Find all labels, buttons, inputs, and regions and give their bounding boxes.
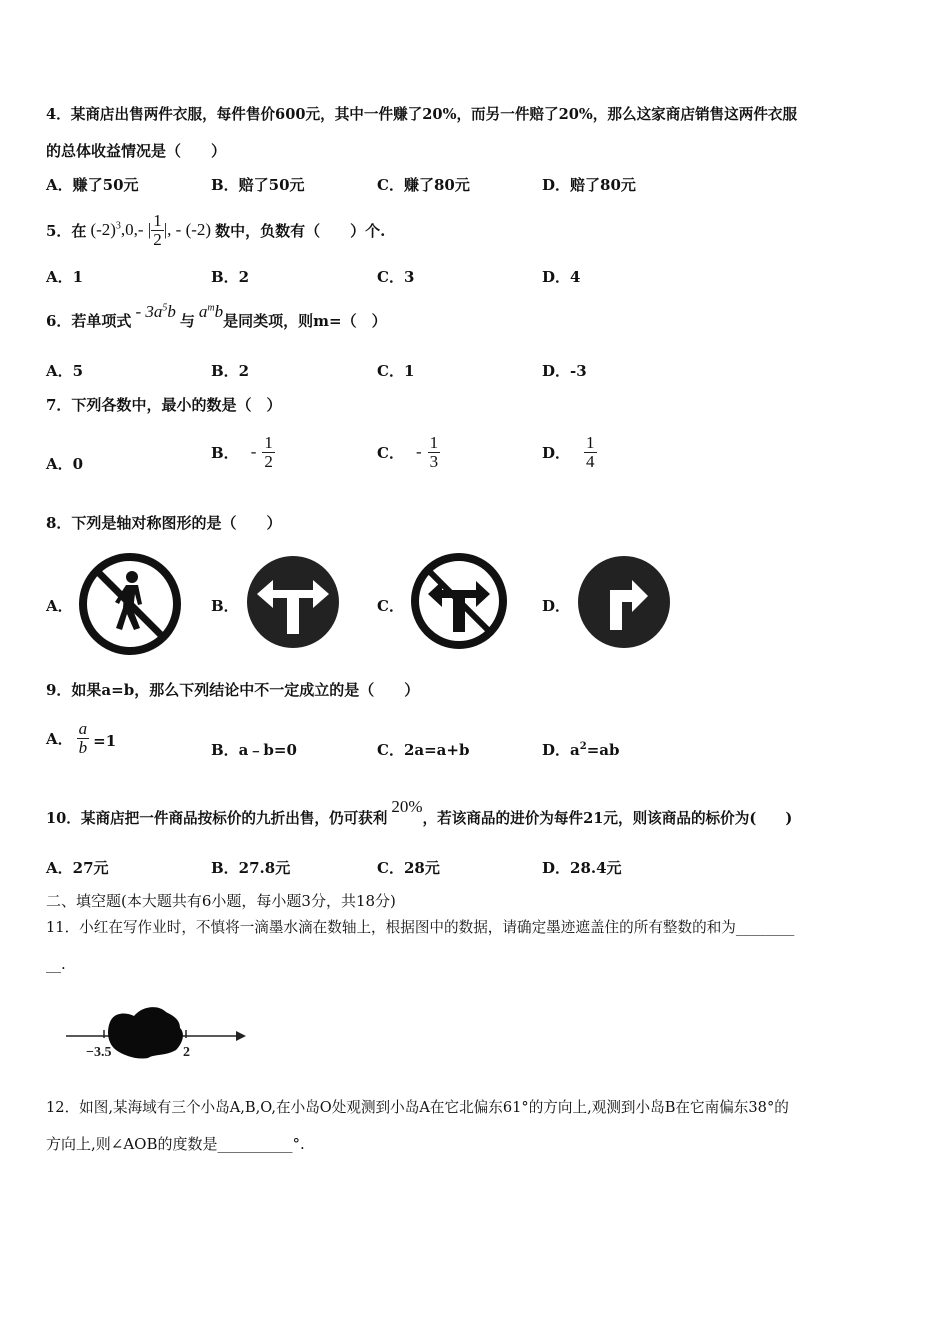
number-line-tick-left: −3.5 <box>86 1045 112 1060</box>
q6-prefix: 6．若单项式 <box>46 311 132 330</box>
q4-stem-line1: 4．某商店出售两件衣服，每件售价600元，其中一件赚了20%，而另一件赔了20%，那么这家商店销售这两件衣服 <box>46 106 798 123</box>
q10-suffix: ，若该商品的进价为每件21元，则该商品的标价为( ) <box>422 809 793 827</box>
section-heading: 二、填空题(本大题共有6小题，每小题3分，共18分) <box>46 892 396 910</box>
q6-monomial-1: - $3a^5b$ <box>135 302 176 321</box>
q6-stem <box>46 300 387 340</box>
q10-percent: 20% <box>391 797 423 816</box>
q5-expr-a: $(-2)^3$ <box>90 220 121 239</box>
q9-option-c: C．2a=a+b <box>377 741 470 759</box>
q5-stem <box>46 208 385 252</box>
q9-option-a: A． $\frac{a}{b}$ =1 <box>46 718 117 757</box>
q10-prefix: 10．某商店把一件商品按标价的九折出售，仍可获利 <box>46 809 388 827</box>
q8-label-d: D． <box>542 597 571 615</box>
q8-label-a: A． <box>46 597 73 615</box>
q4-option-d: D．赔了80元 <box>542 176 636 194</box>
q11-stem-line2: __. <box>46 955 66 973</box>
q4-option-b: B．赔了50元 <box>211 176 305 194</box>
no-pedestrian-sign-icon <box>78 552 182 656</box>
q5-option-c: C．3 <box>377 268 415 286</box>
number-line-figure <box>62 1000 252 1068</box>
q9-option-d: D．$a^2=ab$ <box>542 741 620 759</box>
q6-option-d: D．-3 <box>542 362 587 380</box>
q9-option-a-fraction: $\frac{a}{b}$ <box>78 718 88 757</box>
q6-option-a: A．5 <box>46 362 84 380</box>
q10-option-b: B．27.8元 <box>211 859 291 877</box>
q6-monomial-2: $a^mb$ <box>198 302 224 321</box>
q10-option-d: D．28.4元 <box>542 859 622 877</box>
q7-option-b-fraction: $\frac{1}{2}$ <box>264 432 273 471</box>
q7-option-d: D． $\frac{1}{4}$ <box>542 432 595 471</box>
q5-prefix: 5．在 <box>46 221 87 240</box>
q5-suffix: 数中，负数有（ ）个. <box>215 221 386 240</box>
q4-option-a: A．赚了50元 <box>46 176 139 194</box>
q7-option-d-fraction: $\frac{1}{4}$ <box>586 432 595 471</box>
q7-stem: 7．下列各数中，最小的数是（ ） <box>46 396 282 414</box>
q12-stem-line2: 方向上,则∠AOB的度数是__________°. <box>46 1135 305 1153</box>
q5-option-d: D．4 <box>542 268 581 286</box>
q5-half-fraction: $\frac{1}{2}$ <box>153 210 162 249</box>
q5-option-b: B．2 <box>211 268 250 286</box>
q9-option-b: B．a﹣b=0 <box>211 741 297 759</box>
q8-label-c: C． <box>377 597 404 615</box>
q5-option-a: A．1 <box>46 268 84 286</box>
q9-stem: 9．如果a=b，那么下列结论中不一定成立的是（ ） <box>46 681 420 699</box>
number-line-tick-right: 2 <box>183 1045 190 1060</box>
q8-label-b: B． <box>211 597 239 615</box>
q6-mid: 与 <box>179 311 195 330</box>
q10-option-a: A．27元 <box>46 859 109 877</box>
q10-option-c: C．28元 <box>377 859 440 877</box>
q7-option-c: C． - $\frac{1}{3}$ <box>377 432 439 471</box>
q10-stem <box>46 797 792 837</box>
no-turn-sign-icon <box>410 552 508 650</box>
left-right-turn-sign-icon <box>245 554 341 650</box>
q6-option-c: C．1 <box>377 362 415 380</box>
q5-expr-c: |, - (-2) <box>163 220 212 239</box>
q5-expr-b: ,0,- | <box>120 220 152 239</box>
turn-right-sign-icon <box>576 554 672 650</box>
q4-stem-line2: 的总体收益情况是（ ） <box>46 142 227 160</box>
q4-option-c: C．赚了80元 <box>377 176 470 194</box>
q7-option-a: A．0 <box>46 455 84 473</box>
q7-option-c-fraction: $\frac{1}{3}$ <box>429 432 439 471</box>
q12-stem-line1: 12．如图,某海域有三个小岛A,B,O,在小岛O处观测到小岛A在它北偏东61°的方向上,观测到小岛B在它南偏东38°的 <box>46 1099 789 1116</box>
q7-option-b: B． - $\frac{1}{2}$ <box>211 432 273 471</box>
q6-option-b: B．2 <box>211 362 250 380</box>
q11-stem-line1: 11．小红在写作业时，不慎将一滴墨水滴在数轴上，根据图中的数据，请确定墨迹遮盖住的所有整数的和为________ <box>46 919 795 936</box>
q8-stem: 8．下列是轴对称图形的是（ ） <box>46 514 282 532</box>
q6-suffix: 是同类项，则m=（ ） <box>223 311 387 330</box>
